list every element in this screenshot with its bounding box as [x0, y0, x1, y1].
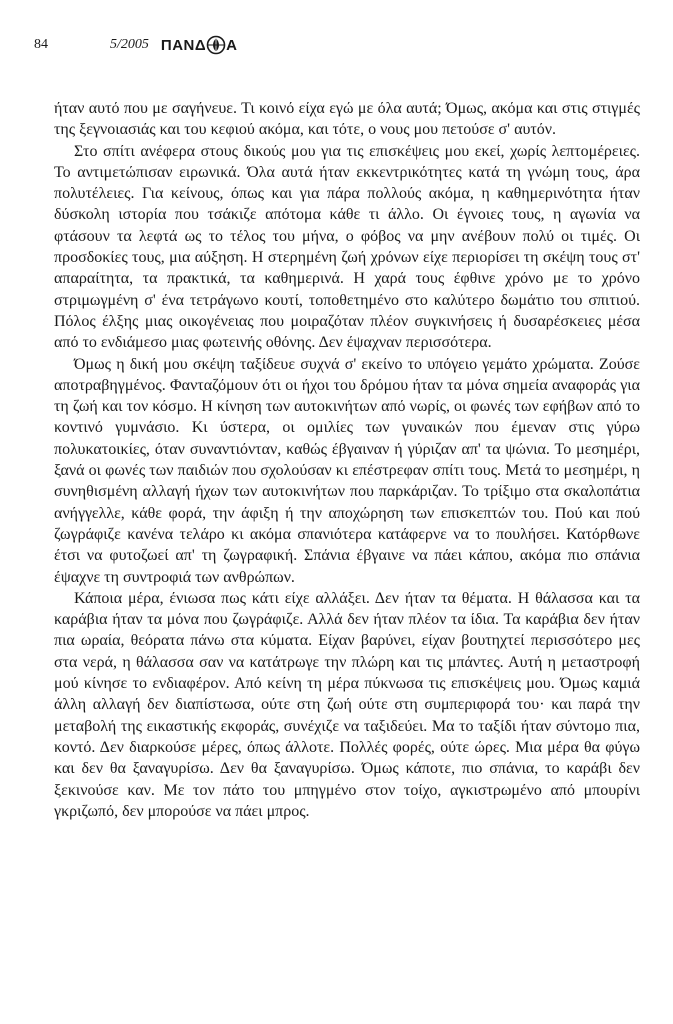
- issue-number: 5/2005: [110, 37, 149, 52]
- article-body: [54, 98, 640, 822]
- page-number: 84: [34, 37, 48, 52]
- paragraph: Όμως η δική μου σκέψη ταξίδευε συχνά σ' εκείνο το υπόγειο γεμάτο χρώματα. Ζούσε αποτραβηγμένος. Φανταζόμουν ότι οι ήχοι του δρόμου ήταν τα μόνα σημεία αναφοράς για τη ζωή και τον κόσμο. Η κίνηση των αυτοκινήτων από νωρίς, οι φωνές των εφήβων από το κοντινό γυμνάσιο. Κι ύστερα, οι ομιλίες των γυναικών που έμεναν στις γύρω πολυκατοικίες, όταν συναντιόνταν, καθώς έβγαιναν ή γύριζαν απ' τα ψώνια. Το μεσημέρι, ξανά οι φωνές των παιδιών που σχολούσαν κι επέστρεφαν σπίτι τους. Μετά το μεσημέρι, η συνηθισμένη αλλαγή ήχων των αυτοκινήτων που παρκάριζαν. Το τρίξιμο στα σκαλοπάτια ανήγγελλε, κάθε φορά, την άφιξη ή την αποχώρηση των επισκεπτών του. Πού και πού ζωγράφιζε κανένα τελάρο κι ακόμα σπανιότερα κατάφερνε να το πουλήσει. Κατόρθωνε έτσι να φυτοζωεί απ' τη ζωγραφική. Σπάνια έβγαινε να πάει κάπου, ακόμα πιο σπάνια έψαχνε τη συντροφιά των ανθρώπων.: [54, 355, 640, 586]
- paragraph: ήταν αυτό που με σαγήνευε. Τι κοινό είχα εγώ με όλα αυτά; Όμως, ακόμα και στις στιγμές της ξεγνοιασιάς και του κεφιού ακόμα, και τότε, ο νους μου πετούσε σ' αυτόν.: [54, 100, 640, 139]
- paragraph: Κάποια μέρα, ένιωσα πως κάτι είχε αλλάξει. Δεν ήταν τα θέματα. Η θάλασσα και τα καράβια ήταν τα μόνα που ζωγράφιζε. Αλλά δεν ήταν πλέον τα ίδια. Τα καράβια δεν ήταν πια ωραία, θεόρατα πάνω στα κύματα. Είχαν βαρύνει, είχαν βουτηχτεί περισσότερο μες στα νερά, η θάλασσα σαν να κατάτρωγε την πλώρη και τις μπάντες. Αυτή η μεταστροφή μού κίνησε το ενδιαφέρον. Από κείνη τη μέρα πύκνωσα τις επισκέψεις μου. Όμως καμιά άλλη αλλαγή δεν διαπίστωσα, ούτε στη ζωή ούτε στη συμπεριφορά του· και παρά την μεταβολή της εικαστικής εκφοράς, συνέχιζε να ταξιδεύει. Μα το ταξίδι ήταν σύντομο πια, κοντό. Δεν διαρκούσε μέρες, όπως άλλοτε. Πολλές φορές, ούτε ώρες. Μια μέρα θα φύγω και δεν θα ξαναγυρίσω. Δεν θα ξαναγυρίσω. Όμως κάποτε, πιο σπάνια, το καράβι δεν ξεκινούσε καν. Με τον πάτο του μπηγμένο στον τοίχο, αγκιστρωμένο από μπουρίνι γκριζωπό, δεν μπορούσε να πάει μπρος.: [54, 589, 640, 820]
- journal-title: [161, 35, 238, 55]
- globe-leaf-icon: [206, 35, 226, 55]
- journal-title-part: ΠΑΝΔ: [160, 36, 207, 54]
- paragraph: Στο σπίτι ανέφερα στους δικούς μου για τις επισκέψεις μου εκεί, χωρίς λεπτομέρειες. Το αντιμετώπισαν ειρωνικά. Όλα αυτά ήταν εκκεντρικότητες κατά τη γνώμη τους, άρα πολυτέλειες. Για κείνους, όπως και για πάρα πολλούς ακόμα, η καθημερινότητα ήταν δύσκολη ιστορία που τσάκιζε απότομα κάθε τι άλλο. Οι έγνοιες τους, η αγωνία να φτάσουν τα λεφτά ως το τέλος του μήνα, ο φόβος να μην ανέβουν πολύ οι τιμές. Οι προσδοκίες τους, μια αύξηση. Η στερημένη ζωή χρόνων είχε περιορίσει τη σκέψη τους στ' απαραίτητα, τα πρακτικά, τα καθημερινά. Η χαρά τους έφθινε χρόνο με το χρόνο στριμωγμένη σ' ένα τετράγωνο κουτί, τοποθετημένο στο καλύτερο δωμάτιο του σπιτιού. Πόλος έλξης μιας οικογένειας που μοιραζόταν πλέον συγκινήσεις ή δυσαρέσκειες μέσα από το ενδιάμεσο μιας φωτεινής οθόνης. Δεν έψαχναν περισσότερα.: [54, 142, 640, 352]
- running-header: [34, 33, 594, 57]
- journal-title-part: Α: [226, 36, 238, 54]
